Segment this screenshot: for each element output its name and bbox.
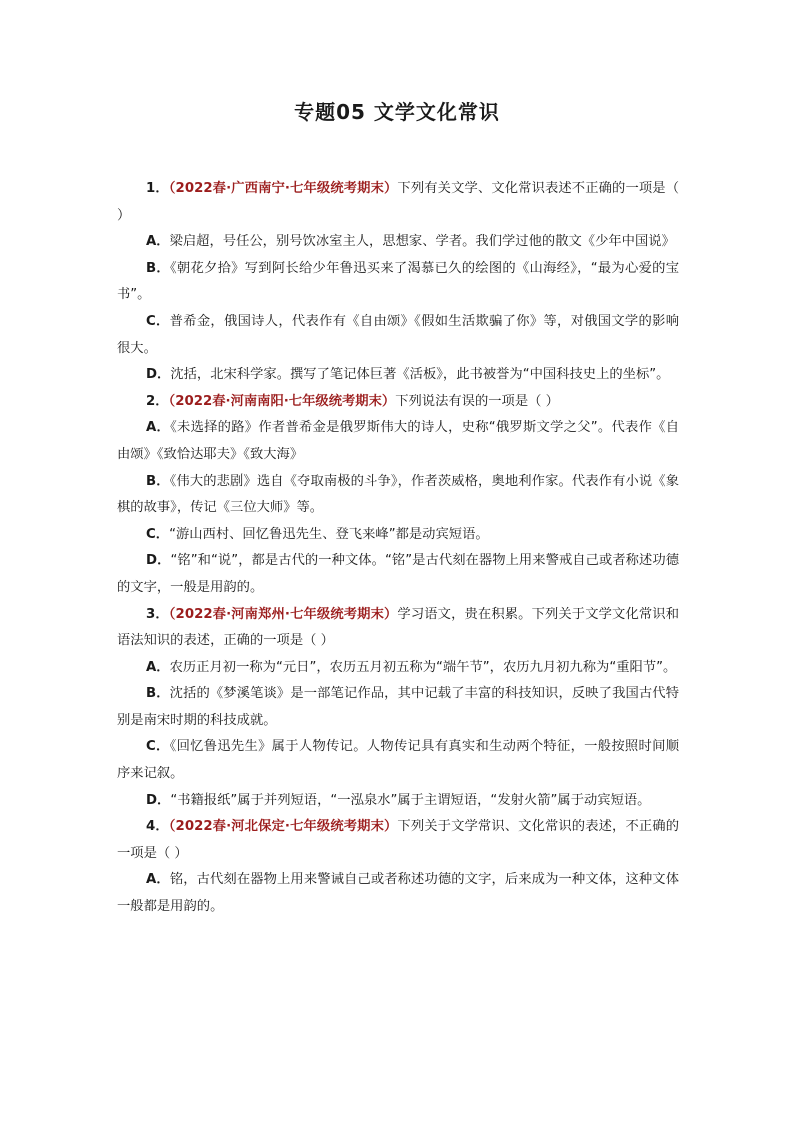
answer-option [117, 256, 679, 309]
option-text: 《伟大的悲剧》选自《夺取南极的斗争》，作者茨威格，奥地利作家。代表作有小说《象棋的故事》，传记《三位大师》等。 [117, 473, 680, 516]
question-stem [117, 814, 679, 867]
question-list [117, 176, 679, 921]
option-text: “游山西村、回忆鲁迅先生、登飞来峰”都是动宾短语。 [169, 526, 489, 542]
answer-option [117, 788, 679, 815]
answer-option [117, 309, 679, 362]
question-stem [117, 602, 679, 655]
question-number: 4． [146, 819, 169, 835]
question-text: 下列说法有误的一项是（ ） [395, 393, 559, 409]
option-text: “书籍报纸”属于并列短语，“一泓泉水”属于主谓短语，“发射火箭”属于动宾短语。 [170, 792, 651, 808]
option-text: 《朝花夕拾》写到阿长给少年鲁迅买来了渴慕已久的绘图的《山海经》，“最为心爱的宝书”。 [117, 260, 679, 303]
option-letter: C． [146, 313, 170, 329]
question-text: 学习语文，贵在积累。下列关于文学文化常识和语法知识的表述，正确的一项是（ ） [117, 606, 680, 649]
option-text: 《回忆鲁迅先生》属于人物传记。人物传记具有真实和生动两个特征，一般按照时间顺序来记叙。 [117, 739, 679, 782]
question-stem [117, 389, 679, 416]
answer-option [117, 522, 679, 549]
answer-option [117, 469, 679, 522]
option-text: 梁启超，号任公，别号饮冰室主人，思想家、学者。我们学过他的散文《少年中国说》 [169, 234, 675, 250]
answer-option [117, 548, 679, 601]
option-letter: A． [146, 872, 170, 888]
option-letter: A． [146, 234, 170, 250]
question-number: 2． [146, 393, 169, 409]
answer-option [117, 734, 679, 787]
question-source: （2022春·河南南阳·七年级统考期末） [168, 393, 396, 409]
question-source: （2022春·广西南宁·七年级统考期末） [168, 181, 398, 196]
question-stem [117, 176, 679, 229]
option-text: 沈括，北宋科学家。撰写了笔记体巨著《活板》，此书被誉为“中国科技史上的坐标”。 [170, 367, 670, 383]
question-source: （2022春·河北保定·七年级统考期末） [168, 819, 398, 835]
option-text: 《未选择的路》作者普希金是俄罗斯伟大的诗人，史称“俄罗斯文学之父”。代表作《自由颂》《致恰达耶夫》《致大海》 [117, 420, 679, 462]
page-title: 专题05 文学文化常识 [294, 100, 500, 124]
option-letter: D． [146, 792, 171, 808]
option-text: 铭，古代刻在器物上用来警诫自己或者称述功德的文字，后来成为一种文体，这种文体一般都是用韵的。 [117, 872, 680, 915]
question-source: （2022春·河南郑州·七年级统考期末） [168, 606, 398, 622]
answer-option [117, 681, 679, 734]
option-text: 沈括的《梦溪笔谈》是一部笔记作品，其中记载了丰富的科技知识，反映了我国古代特别是南宋时期的科技成就。 [117, 686, 679, 728]
option-text: “铭”和“说”，都是古代的一种文体。“铭”是古代刻在器物上用来警戒自己或者称述功德的文字，一般是用韵的。 [117, 553, 679, 595]
option-letter: D． [146, 553, 171, 569]
question-number: 1． [146, 181, 169, 196]
option-text: 农历正月初一称为“元日”，农历五月初五称为“端午节”，农历九月初九称为“重阳节”。 [169, 659, 677, 675]
answer-option [117, 229, 679, 256]
option-letter: A． [146, 659, 170, 675]
answer-option [117, 655, 679, 682]
answer-option [117, 362, 679, 389]
option-letter: C． [146, 526, 170, 542]
option-letter: C． [146, 739, 170, 755]
answer-option [117, 867, 679, 920]
option-letter: B． [146, 473, 170, 489]
option-letter: D． [146, 367, 171, 383]
option-letter: B． [146, 686, 170, 702]
option-text: 普希金，俄国诗人，代表作有《自由颂》《假如生活欺骗了你》等，对俄国文学的影响很大。 [117, 313, 679, 356]
option-letter: B． [146, 260, 170, 276]
question-number: 3． [146, 606, 169, 622]
answer-option [117, 415, 679, 468]
question-text: 下列关于文学常识、文化常识的表述，不正确的一项是（ ） [117, 819, 680, 861]
option-letter: A． [146, 420, 171, 436]
question-text: 下列有关文学、文化常识表述不正确的一项是（ ） [117, 181, 680, 223]
